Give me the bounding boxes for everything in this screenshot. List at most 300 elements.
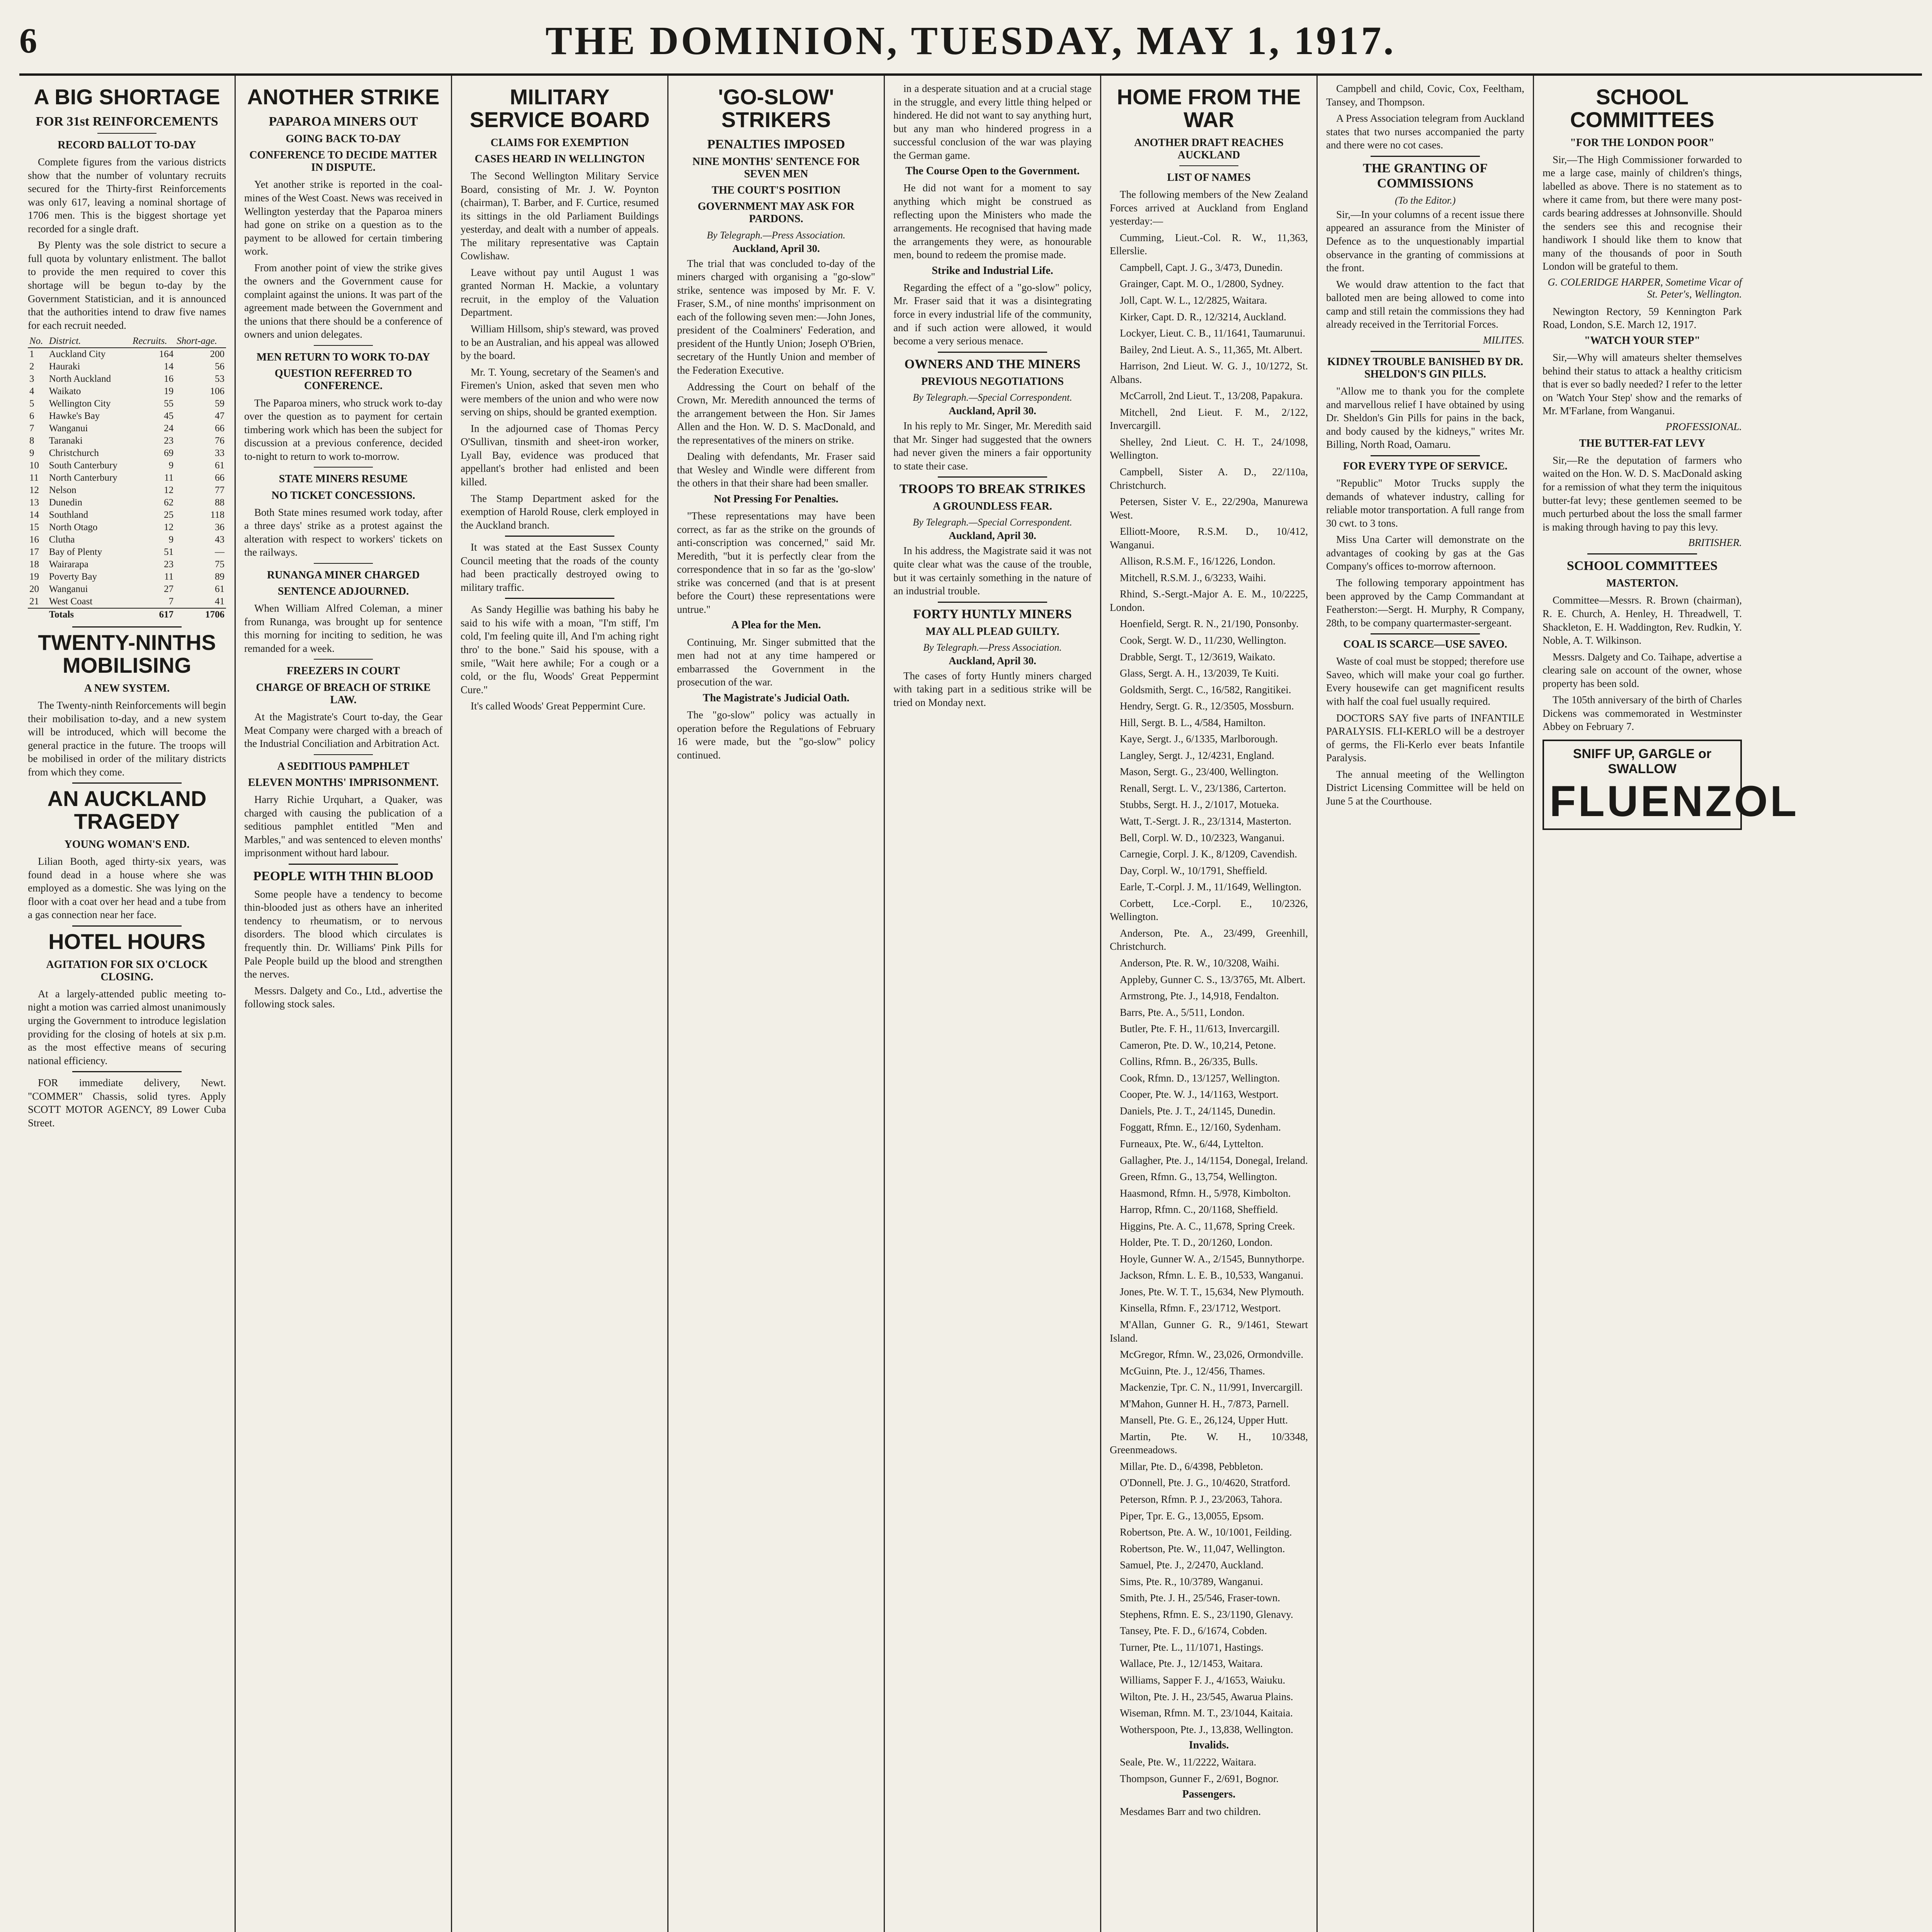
list-entry: Martin, Pte. W. H., 10/3348, Greenmeadows. bbox=[1110, 1430, 1308, 1456]
headline-kidney-trouble: KIDNEY TROUBLE BANISHED BY DR. SHELDON'S GIN PILLS. bbox=[1327, 355, 1523, 381]
list-entry: Barrs, Pte. A., 5/511, London. bbox=[1120, 1006, 1245, 1018]
article-paragraph: The following members of the New Zealand Forces arrived at Auckland from England yesterday:— bbox=[1110, 189, 1308, 227]
table-cell: North Otago bbox=[49, 522, 98, 533]
subhead: AGITATION FOR SIX O'CLOCK CLOSING. bbox=[46, 958, 208, 983]
table-row bbox=[28, 459, 226, 472]
table-cell: 1 bbox=[29, 349, 34, 360]
page-number: 6 bbox=[19, 21, 37, 60]
table-cell: 7 bbox=[29, 423, 34, 434]
list-entry: Hendry, Sergt. G. R., 12/3505, Mossburn. bbox=[1120, 700, 1294, 712]
fluenzol-advertisement bbox=[1543, 740, 1799, 830]
table-cell: 16 bbox=[164, 374, 174, 384]
list-entry: Williams, Sapper F. J., 4/1653, Waiuku. bbox=[1120, 1674, 1286, 1686]
table-cell: 1706 bbox=[175, 608, 226, 621]
table-row bbox=[28, 571, 226, 583]
list-entry: Millar, Pte. D., 6/4398, Pebbleton. bbox=[1120, 1460, 1263, 1472]
list-entry: Thompson, Gunner F., 2/691, Bognor. bbox=[1120, 1772, 1279, 1784]
table-cell: 3 bbox=[29, 374, 34, 384]
advertisement-verse: As Sandy Hegillie was bathing his baby he said to his wife with a moan, "I'm stiff, I'm cold, I'm feeling quite ill, And I'm aching right thro' to the bone." Said his spouse, with a smile, "Wait here awhile; For a cough or a cold, or the flu, Woods' Great Peppermint Cure." bbox=[461, 604, 659, 696]
list-entry: Hoyle, Gunner W. A., 2/1545, Bunnythorpe. bbox=[1120, 1253, 1304, 1265]
table-cell: 11 bbox=[29, 473, 39, 483]
subhead: Strike and Industrial Life. bbox=[932, 264, 1053, 277]
ad-brand: FLUENZOL bbox=[1549, 777, 1799, 825]
list-entry: Holder, Pte. T. D., 20/1260, London. bbox=[1120, 1236, 1273, 1248]
table-cell: 21 bbox=[29, 596, 39, 607]
table-cell: 61 bbox=[215, 460, 224, 471]
list-entry: Rhind, S.-Sergt.-Major A. E. M., 10/2225, London. bbox=[1110, 588, 1308, 613]
headline-twenty-ninths: TWENTY-NINTHS MOBILISING bbox=[38, 630, 216, 677]
subhead: MEN RETURN TO WORK TO-DAY bbox=[256, 351, 430, 364]
list-entry: Mason, Sergt. G., 23/400, Wellington. bbox=[1120, 766, 1279, 778]
table-cell: 9 bbox=[29, 448, 34, 459]
table-cell: 88 bbox=[215, 497, 224, 508]
subhead: MASTERTON. bbox=[1606, 577, 1678, 590]
table-cell: 27 bbox=[164, 584, 174, 595]
table-cell: 16 bbox=[29, 534, 39, 545]
article-paragraph: Addressing the Court on behalf of the Crown, Mr. Meredith announced the terms of the arrangement between the Hon. Sir James Allen and the Hon. W. D. S. MacDonald, and the representatives of the miners on strike. bbox=[677, 381, 875, 446]
divider bbox=[938, 476, 1047, 478]
divider bbox=[314, 467, 373, 468]
divider bbox=[1371, 633, 1480, 634]
subhead: RECORD BALLOT TO-DAY bbox=[58, 139, 196, 151]
list-entry: Drabble, Sergt. T., 12/3619, Waikato. bbox=[1120, 651, 1276, 663]
subhead: PEOPLE WITH THIN BLOOD bbox=[253, 869, 434, 883]
table-cell: 69 bbox=[164, 448, 174, 459]
divider bbox=[938, 352, 1047, 353]
divider bbox=[314, 563, 373, 564]
list-entry: Campbell, Capt. J. G., 3/473, Dunedin. bbox=[1120, 261, 1283, 273]
table-cell: West Coast bbox=[49, 596, 93, 607]
article-paragraph: Messrs. Dalgety and Co., Ltd., advertise the following stock sales. bbox=[244, 985, 442, 1010]
recruiting-table bbox=[28, 335, 226, 621]
table-cell: 20 bbox=[29, 584, 39, 595]
divider bbox=[72, 1071, 181, 1072]
list-entry: Campbell, Sister A. D., 22/110a, Christchurch. bbox=[1110, 466, 1308, 491]
subhead: Not Pressing For Penalties. bbox=[714, 493, 838, 505]
table-cell: 12 bbox=[29, 485, 39, 496]
subhead: LIST OF NAMES bbox=[1167, 171, 1251, 184]
table-row bbox=[28, 497, 226, 509]
subhead: CHARGE OF BREACH OF STRIKE LAW. bbox=[256, 681, 431, 706]
list-entry: Robertson, Pte. A. W., 10/1001, Feilding. bbox=[1120, 1526, 1292, 1538]
article-paragraph: Lilian Booth, aged thirty-six years, was found dead in a house where she was employed as a domestic. She was lying on the floor with a coat over her head and a tube from a gas connection near her face. bbox=[28, 855, 226, 921]
table-cell: Poverty Bay bbox=[49, 571, 97, 582]
table-cell: Auckland City bbox=[49, 349, 106, 360]
divider bbox=[505, 536, 614, 537]
list-entry: Petersen, Sister V. E., 22/290a, Manurewa West. bbox=[1110, 496, 1308, 521]
list-entry: Mitchell, 2nd Lieut. F. M., 2/122, Invercargill. bbox=[1110, 406, 1308, 432]
article-paragraph: Sir,—Re the deputation of farmers who waited on the Hon. W. D. S. MacDonald asking for a remission of what they term the iniquitous butter-fat levy; these gentlemen seemed to be much perturbed about the loss the small farmer is making through having to pay this levy. bbox=[1543, 454, 1742, 533]
subhead: PAPAROA MINERS OUT bbox=[269, 114, 418, 129]
article-paragraph: Dealing with defendants, Mr. Fraser said that Wesley and Windle were different from the others in that their share had been smaller. bbox=[677, 451, 875, 489]
table-row bbox=[28, 509, 226, 521]
article-paragraph: Committee—Messrs. R. Brown (chairman), R. E. Church, A. Henley, H. Threadwell, T. Shackleton, E. H. Waddington, Rev. Rudkin, Y. Noble, A. T. Wilkinson. bbox=[1543, 594, 1742, 646]
list-entry: M'Mahon, Gunner H. H., 7/873, Parnell. bbox=[1120, 1398, 1289, 1410]
subhead: A Plea for the Men. bbox=[731, 619, 821, 631]
subhead: FOR 31st REINFORCEMENTS bbox=[36, 114, 218, 129]
divider bbox=[1371, 156, 1480, 157]
list-entry: Kinsella, Rfmn. F., 23/1712, Westport. bbox=[1120, 1302, 1281, 1314]
table-cell: 66 bbox=[215, 423, 224, 434]
table-row bbox=[28, 398, 226, 410]
article-paragraph: "Republic" Motor Trucks supply the demands of whatever industry, calling for reliable motor transportation. A full range from 30 cwt. to 3 tons. bbox=[1326, 477, 1524, 529]
headline-military-service-board: MILITARY SERVICE BOARD bbox=[469, 85, 650, 132]
list-entry: Gallagher, Pte. J., 14/1154, Donegal, Ireland. bbox=[1120, 1154, 1308, 1166]
subhead: MAY ALL PLEAD GUILTY. bbox=[925, 625, 1060, 638]
table-row bbox=[28, 558, 226, 571]
list-entry: Wotherspoon, Pte. J., 13,838, Wellington. bbox=[1120, 1723, 1293, 1735]
table-cell: 17 bbox=[29, 547, 39, 558]
subhead: (To the Editor.) bbox=[1395, 194, 1456, 206]
table-row bbox=[28, 484, 226, 497]
list-entry: Watt, T.-Sergt. J. R., 23/1314, Masterton. bbox=[1120, 815, 1292, 827]
divider bbox=[505, 598, 614, 599]
list-entry: Langley, Sergt. J., 12/4231, England. bbox=[1120, 749, 1274, 761]
list-entry: Mesdames Barr and two children. bbox=[1120, 1805, 1261, 1817]
table-row bbox=[28, 348, 226, 361]
headline-every-type-of-service: FOR EVERY TYPE OF SERVICE. bbox=[1343, 460, 1508, 472]
table-cell: 8 bbox=[29, 435, 34, 446]
byline: By Telegraph.—Special Correspondent. bbox=[913, 391, 1072, 403]
article-paragraph: Continuing, Mr. Singer submitted that the men had not at any time hampered or embarrassed the Government in the prosecution of the war. bbox=[677, 636, 875, 688]
table-cell: 23 bbox=[164, 435, 174, 446]
table-cell: Southland bbox=[49, 510, 88, 520]
article-paragraph: At a largely-attended public meeting to-night a motion was carried almost unanimously urging the Government to introduce legislation providing for the closing of hotels at six p.m. as the most effective means of securing national efficiency. bbox=[28, 988, 226, 1066]
list-entry: Mackenzie, Tpr. C. N., 11/991, Invercargill. bbox=[1120, 1381, 1303, 1393]
table-row bbox=[28, 385, 226, 398]
dateline: Auckland, April 30. bbox=[949, 405, 1036, 417]
table-cell: Wanganui bbox=[49, 584, 88, 595]
article-paragraph: Waste of coal must be stopped; therefore use Saveo, which will make your coal go further. Every housewife can get magnificent results with half the coal fuel usually required. bbox=[1326, 655, 1524, 707]
table-row bbox=[28, 447, 226, 459]
headline-home-from-the-war: HOME FROM THE WAR bbox=[1117, 85, 1301, 132]
subhead: "FOR THE LONDON POOR" bbox=[1570, 136, 1714, 149]
article-paragraph: Leave without pay until August 1 was granted Norman H. Mackie, a voluntary recruit, in the employ of the Valuation Department. bbox=[461, 266, 659, 318]
list-entry: Bailey, 2nd Lieut. A. S., 11,365, Mt. Albert. bbox=[1120, 344, 1303, 355]
divider bbox=[72, 782, 181, 784]
table-cell: 15 bbox=[29, 522, 39, 533]
subhead: CASES HEARD IN WELLINGTON bbox=[474, 153, 645, 165]
table-cell: 66 bbox=[215, 473, 224, 483]
list-entry: Anderson, Pte. R. W., 10/3208, Waihi. bbox=[1120, 957, 1279, 969]
list-entry: Butler, Pte. F. H., 11/613, Invercargill. bbox=[1120, 1023, 1280, 1035]
table-cell: 47 bbox=[215, 411, 224, 422]
list-entry: McGuinn, Pte. J., 12/456, Thames. bbox=[1120, 1365, 1265, 1377]
list-entry: O'Donnell, Pte. J. G., 10/4620, Stratford. bbox=[1120, 1477, 1291, 1489]
ad-tagline: SNIFF UP, GARGLE or SWALLOW bbox=[1573, 746, 1712, 776]
list-entry: Joll, Capt. W. L., 12/2825, Waitara. bbox=[1120, 294, 1267, 306]
divider bbox=[314, 659, 373, 660]
list-entry: Robertson, Pte. W., 11,047, Wellington. bbox=[1120, 1543, 1285, 1554]
divider bbox=[314, 754, 373, 755]
subhead: GOVERNMENT MAY ASK FOR PARDONS. bbox=[697, 201, 855, 225]
list-entry: Stubbs, Sergt. H. J., 2/1017, Motueka. bbox=[1120, 799, 1279, 811]
list-entry: Cumming, Lieut.-Col. R. W., 11,363, Ellerslie. bbox=[1110, 231, 1308, 257]
headline-forty-huntly-miners: FORTY HUNTLY MINERS bbox=[913, 607, 1072, 621]
list-entry: Cook, Sergt. W. D., 11/230, Wellington. bbox=[1120, 634, 1286, 646]
list-entry: Shelley, 2nd Lieut. C. H. T., 24/1098, Wellington. bbox=[1110, 436, 1308, 461]
table-cell: 45 bbox=[164, 411, 174, 422]
subhead: SENTENCE ADJOURNED. bbox=[277, 585, 409, 598]
list-entry: Haasmond, Rfmn. H., 5/978, Kimbolton. bbox=[1120, 1187, 1291, 1199]
subhead: STATE MINERS RESUME bbox=[279, 473, 408, 485]
subhead: The Course Open to the Government. bbox=[905, 165, 1080, 177]
headline-school-committees: SCHOOL COMMITTEES bbox=[1566, 559, 1718, 573]
table-cell: North Canterbury bbox=[49, 473, 117, 483]
list-entry: Bell, Corpl. W. D., 10/2323, Wanganui. bbox=[1120, 832, 1285, 844]
article-paragraph: The Paparoa miners, who struck work to-day over the question as to payment for certain timbering work which has been the subject for discussion at a previous conference, decided to-night to return to work to-morrow. bbox=[244, 397, 442, 462]
table-cell: 76 bbox=[215, 435, 224, 446]
headline-troops-to-break-strikes: TROOPS TO BREAK STRIKES bbox=[899, 482, 1086, 497]
table-cell: 118 bbox=[210, 510, 224, 520]
list-entry: Daniels, Pte. J. T., 24/1145, Dunedin. bbox=[1120, 1105, 1276, 1117]
table-cell: 106 bbox=[210, 386, 224, 397]
list-entry: Cook, Rfmn. D., 13/1257, Wellington. bbox=[1120, 1072, 1280, 1084]
table-cell: 55 bbox=[164, 398, 174, 409]
article-paragraph: Sir,—In your columns of a recent issue there appeared an assurance from the Minister of Defence as to the unquestionably impartial observance in the granting of commissions at the front. bbox=[1326, 208, 1524, 274]
article-paragraph: Both State mines resumed work today, after a three days' strike as a protest against the alteration with respect to workers' tickets on the railways. bbox=[244, 506, 442, 558]
table-cell: 164 bbox=[159, 349, 174, 360]
column-7 bbox=[1318, 76, 1534, 1932]
table-cell: 53 bbox=[215, 374, 224, 384]
article-paragraph: The Second Wellington Military Service Board, consisting of Mr. J. W. Poynton (chairman), T. Barber, and F. Curtice, resumed its sittings in the old Parliament Buildings yesterday, and dealt with a number of appeals. The military representative was Captain Cowlishaw. bbox=[461, 170, 659, 262]
table-cell: 43 bbox=[215, 534, 224, 545]
table-cell: 56 bbox=[215, 361, 224, 372]
article-paragraph: "Allow me to thank you for the complete and marvellous relief I have obtained by using Dr. Sheldon's Gin Pills for pains in the back, and body caused by the kidneys," writes Mr. Billing, North Road, Oamaru. bbox=[1326, 385, 1524, 451]
list-entry: Collins, Rfmn. B., 26/335, Bulls. bbox=[1120, 1056, 1258, 1068]
table-total-row bbox=[28, 608, 226, 621]
article-paragraph: In his reply to Mr. Singer, Mr. Meredith said that Mr. Singer had suggested that the owners had never given the miners a fair opportunity to state their case. bbox=[893, 420, 1092, 472]
masthead bbox=[19, 8, 1922, 76]
subhead: A GROUNDLESS FEAR. bbox=[933, 500, 1052, 513]
article-paragraph: Campbell and child, Covic, Cox, Feeltham, Tansey, and Thompson. bbox=[1326, 83, 1524, 108]
table-cell: 2 bbox=[29, 361, 34, 372]
subhead: The Magistrate's Judicial Oath. bbox=[702, 692, 850, 704]
divider bbox=[289, 864, 398, 865]
article-paragraph: In the adjourned case of Thomas Percy O'Sullivan, tinsmith and sheet-iron worker, Lyall Bay, evidence was produced that appellant's brother had enlisted and been killed. bbox=[461, 422, 659, 488]
list-entry: McCarroll, 2nd Lieut. T., 13/208, Papakura. bbox=[1120, 390, 1303, 402]
headline-owners-and-miners: OWNERS AND THE MINERS bbox=[904, 357, 1081, 371]
article-paragraph: The Twenty-ninth Reinforcements will begin their mobilisation to-day, and a new system will be introduced, which will become the general practice in the future. The troops will be mobilised in order of the military districts from which they come. bbox=[28, 699, 226, 778]
table-cell: 12 bbox=[164, 485, 174, 496]
table-cell: 18 bbox=[29, 559, 39, 570]
subhead: THE COURT'S POSITION bbox=[711, 184, 841, 197]
subhead: THE BUTTER-FAT LEVY bbox=[1579, 437, 1706, 449]
table-cell: 13 bbox=[29, 497, 39, 508]
subhead: PREVIOUS NEGOTIATIONS bbox=[921, 375, 1064, 388]
article-paragraph: By Plenty was the sole district to secure a full quota by voluntary enlistment. The ballot to provide the men required to cover this shortage will be begun to-day by the Government Statistician, and it is announced that the authorities intend to draw five names for each recruit needed. bbox=[28, 239, 226, 331]
table-cell: — bbox=[215, 547, 224, 558]
table-cell: Waikato bbox=[49, 386, 81, 397]
subhead: PENALTIES IMPOSED bbox=[707, 137, 845, 151]
table-header-row bbox=[28, 335, 226, 348]
list-entry: Harrop, Rfmn. C., 20/1168, Sheffield. bbox=[1120, 1204, 1278, 1216]
table-cell: Dunedin bbox=[49, 497, 82, 508]
article-paragraph: Sir,—The High Commissioner forwarded to me a large case, mainly of children's things, labelled as above. There is no statement as to where it came from, but there were many post-cards bearing addresses at Johnsonville. Should the senders see this and recognise their handiwork I should like them to know that many of the thousands of poor in South London will be grateful to them. bbox=[1543, 153, 1742, 272]
divider bbox=[314, 345, 373, 346]
table-header: No. bbox=[28, 335, 48, 348]
table-cell: Hauraki bbox=[49, 361, 80, 372]
table-cell: 61 bbox=[215, 584, 224, 595]
dateline: Auckland, April 30. bbox=[949, 530, 1036, 542]
table-cell: 5 bbox=[29, 398, 34, 409]
column-3 bbox=[452, 76, 668, 1932]
headline-hotel-hours: HOTEL HOURS bbox=[48, 929, 206, 954]
list-entry: Harrison, 2nd Lieut. W. G. J., 10/1272, St. Albans. bbox=[1110, 360, 1308, 385]
table-cell: 617 bbox=[131, 608, 175, 621]
column-8 bbox=[1534, 76, 1799, 1932]
table-cell: 19 bbox=[29, 571, 39, 582]
article-paragraph: A Press Association telegram from Auckland states that two nurses accompanied the party and there were no cot cases. bbox=[1326, 112, 1524, 151]
column-5 bbox=[885, 76, 1101, 1932]
table-cell: 25 bbox=[164, 510, 174, 520]
list-entry: Appleby, Gunner C. S., 13/3765, Mt. Albert. bbox=[1120, 973, 1306, 985]
list-entry: Samuel, Pte. J., 2/2470, Auckland. bbox=[1120, 1559, 1264, 1571]
list-entry: Renall, Sergt. L. V., 23/1386, Carterton. bbox=[1120, 782, 1286, 794]
letter-signature: BRITISHER. bbox=[1688, 537, 1742, 549]
table-cell: Wairarapa bbox=[49, 559, 88, 570]
article-paragraph: in a desperate situation and at a crucial stage in the struggle, and every little thing helped or hindered. He did not want to say anything hurt, but any man who hindered progress in a successful conclusion of the war was playing the German game. bbox=[893, 83, 1092, 161]
list-entry: Seale, Pte. W., 11/2222, Waitara. bbox=[1120, 1756, 1257, 1768]
letter-signature: G. COLERIDGE HARPER, Sometime Vicar of St. Peter's, Wellington. bbox=[1548, 276, 1742, 300]
article-paragraph: Regarding the effect of a "go-slow" policy, Mr. Fraser said that it was a disintegrating force in every industrial life of the community, and if such action were allowed, it would become a very serious menace. bbox=[893, 281, 1092, 347]
subhead: A SEDITIOUS PAMPHLET bbox=[277, 760, 410, 772]
subhead: ELEVEN MONTHS' IMPRISONMENT. bbox=[248, 776, 439, 789]
table-cell: North Auckland bbox=[49, 374, 111, 384]
classified-ad: FOR immediate delivery, Newt. "COMMER" Chassis, solid tyres. Apply SCOTT MOTOR AGENCY, 89 Lower Cuba Street. bbox=[28, 1077, 226, 1129]
headline-granting-of-commissions: THE GRANTING OF COMMISSIONS bbox=[1362, 161, 1488, 190]
table-row bbox=[28, 472, 226, 484]
table-cell: 89 bbox=[215, 571, 224, 582]
table-cell: 62 bbox=[164, 497, 174, 508]
headline-coal-is-scarce: COAL IS SCARCE—USE SAVEO. bbox=[1343, 638, 1507, 651]
list-entry: Anderson, Pte. A., 23/499, Greenhill, Christchurch. bbox=[1110, 927, 1308, 952]
article-paragraph: From another point of view the strike gives the owners and the Government cause for complaint against the unions. It was part of the agreement made between the Government and the unions that there should be a conference of owners and union delegates. bbox=[244, 262, 442, 340]
list-entry: Elliott-Moore, R.S.M. D., 10/412, Wanganui. bbox=[1110, 526, 1308, 551]
list-entry: Peterson, Rfmn. P. J., 23/2063, Tahora. bbox=[1120, 1493, 1282, 1505]
article-paragraph: Newington Rectory, 59 Kennington Park Road, London, S.E. March 12, 1917. bbox=[1543, 305, 1742, 331]
byline: By Telegraph.—Press Association. bbox=[923, 641, 1062, 653]
table-row bbox=[28, 546, 226, 558]
list-entry: McGregor, Rfmn. W., 23,026, Ormondville. bbox=[1120, 1349, 1304, 1361]
list-entry: Cooper, Pte. W. J., 14/1163, Westport. bbox=[1120, 1088, 1279, 1100]
article-paragraph: Yet another strike is reported in the coal-mines of the West Coast. News was received in Wellington yesterday that the Paparoa miners had gone on strike on a question as to the payment to be allowed for certain timbering work. bbox=[244, 179, 442, 257]
list-entry: Armstrong, Pte. J., 14,918, Fendalton. bbox=[1120, 990, 1279, 1002]
headline-auckland-tragedy: AN AUCKLAND TRAGEDY bbox=[47, 786, 207, 834]
table-cell: Wellington City bbox=[49, 398, 111, 409]
table-row bbox=[28, 435, 226, 447]
table-cell: 33 bbox=[215, 448, 224, 459]
subhead: QUESTION REFERRED TO CONFERENCE. bbox=[274, 367, 412, 392]
dateline: Auckland, April 30. bbox=[949, 655, 1036, 667]
article-paragraph: Mr. T. Young, secretary of the Seamen's and Firemen's Union, asked that seven men who were members of the union and who were now serving on ships, should be granted exemption. bbox=[461, 366, 659, 418]
list-entry: Wallace, Pte. J., 12/1453, Waitara. bbox=[1120, 1658, 1263, 1670]
dateline: Auckland, April 30. bbox=[732, 242, 820, 254]
subhead: NO TICKET CONCESSIONS. bbox=[271, 489, 415, 502]
article-paragraph: He did not want for a moment to say anything which might be construed as reflecting upon the Ministers who made the arrangements. He recognised that having made the arrangements they were, as honourable men, bound to redeem the promise made. bbox=[893, 182, 1092, 261]
headline-big-shortage: A BIG SHORTAGE bbox=[34, 85, 220, 109]
table-row bbox=[28, 361, 226, 373]
divider bbox=[938, 602, 1047, 603]
list-entry: Wiseman, Rfmn. M. T., 23/1044, Kaitaia. bbox=[1120, 1707, 1293, 1719]
list-entry: Green, Rfmn. G., 13,754, Wellington. bbox=[1120, 1171, 1277, 1183]
table-cell: 14 bbox=[164, 361, 174, 372]
table-cell: 9 bbox=[168, 534, 174, 545]
table-cell: 12 bbox=[164, 522, 174, 533]
list-entry: Turner, Pte. L., 11/1071, Hastings. bbox=[1120, 1641, 1264, 1653]
table-cell bbox=[28, 608, 48, 621]
subhead: Passengers. bbox=[1182, 1788, 1236, 1801]
letter-signature: MILITES. bbox=[1483, 334, 1524, 346]
table-cell: 6 bbox=[29, 411, 34, 422]
list-entry: Furneaux, Pte. W., 6/44, Lyttelton. bbox=[1120, 1138, 1264, 1150]
table-header: Recruits. bbox=[131, 335, 175, 348]
byline: By Telegraph.—Special Correspondent. bbox=[913, 517, 1072, 528]
table-cell: 24 bbox=[164, 423, 174, 434]
divider bbox=[97, 133, 157, 134]
article-paragraph: The "go-slow" policy was actually in operation before the Regulations of February 16 were made, but the "go-slow" policy continued. bbox=[677, 709, 875, 761]
table-cell: Taranaki bbox=[49, 435, 83, 446]
table-cell: 23 bbox=[164, 559, 174, 570]
letter-signature: PROFESSIONAL. bbox=[1665, 420, 1742, 432]
subhead: "WATCH YOUR STEP" bbox=[1584, 334, 1701, 347]
article-paragraph: Miss Una Carter will demonstrate on the advantages of cooking by gas at the Gas Company's offices to-morrow afternoon. bbox=[1326, 534, 1524, 572]
subhead: RUNANGA MINER CHARGED bbox=[267, 569, 420, 581]
table-cell: 36 bbox=[215, 522, 224, 533]
list-entry: Kirker, Capt. D. R., 12/3214, Auckland. bbox=[1120, 311, 1286, 323]
divider bbox=[1587, 553, 1697, 554]
list-entry: Earle, T.-Corpl. J. M., 11/1649, Wellington. bbox=[1120, 881, 1302, 893]
table-cell: 11 bbox=[164, 473, 174, 483]
table-cell: Clutha bbox=[49, 534, 75, 545]
article-paragraph: The cases of forty Huntly miners charged with taking part in a seditious strike will be tried on Monday next. bbox=[893, 670, 1092, 708]
divider bbox=[1371, 351, 1480, 352]
subhead: ANOTHER DRAFT REACHES AUCKLAND bbox=[1134, 136, 1284, 161]
table-cell: 19 bbox=[164, 386, 174, 397]
table-cell: 10 bbox=[29, 460, 39, 471]
table-cell: 59 bbox=[215, 398, 224, 409]
divider bbox=[1179, 165, 1239, 166]
advertisement-text: It's called Woods' Great Peppermint Cure. bbox=[471, 700, 646, 712]
columns bbox=[19, 76, 1922, 1932]
table-row bbox=[28, 422, 226, 435]
table-row bbox=[28, 521, 226, 534]
article-paragraph: The following temporary appointment has been approved by the Camp Commandant at Featherston:—Sergt. H. Murphy, R Company, 28th, to be company quartermaster-sergeant. bbox=[1326, 577, 1524, 629]
list-entry: Day, Corpl. W., 10/1791, Sheffield. bbox=[1120, 864, 1267, 876]
headline-letters-to-the-editor: SCHOOL COMMITTEES bbox=[1570, 85, 1714, 132]
table-row bbox=[28, 595, 226, 608]
column-6 bbox=[1101, 76, 1318, 1932]
list-entry: Lockyer, Lieut. C. B., 11/1641, Taumarunui. bbox=[1120, 327, 1305, 339]
table-cell: 75 bbox=[215, 559, 224, 570]
article-paragraph: The 105th anniversary of the birth of Charles Dickens was commemorated in Westminster Abbey on February 7. bbox=[1543, 694, 1742, 733]
table-cell: 200 bbox=[210, 349, 224, 360]
table-cell: 51 bbox=[164, 547, 174, 558]
table-cell: South Canterbury bbox=[49, 460, 117, 471]
divider bbox=[72, 925, 181, 927]
article-paragraph: The Stamp Department asked for the exemption of Harold Rouse, clerk employed in the Auckland branch. bbox=[461, 492, 659, 531]
article-paragraph: The trial that was concluded to-day of the miners charged with organising a "go-slow" strike, sentence was imposed by Mr. F. V. Fraser, S.M., of nine months' imprisonment on each of the following seven men:—John Jones, president of the Coalminers' Federation, and president of the Huntly Union; Joseph O'Brien, secretary of the Huntly Union and member of the Federation Executive. bbox=[677, 257, 875, 376]
table-cell: 77 bbox=[215, 485, 224, 496]
list-entry: Allison, R.S.M. F., 16/1226, London. bbox=[1120, 555, 1276, 567]
article-paragraph: When William Alfred Coleman, a miner from Runanga, was brought up for sentence this morning for inciting to sedition, he was remanded for a week. bbox=[244, 602, 442, 654]
list-entry: Tansey, Pte. F. D., 6/1674, Cobden. bbox=[1120, 1625, 1267, 1637]
article-paragraph: William Hillsom, ship's steward, was proved to be an Australian, and his appeal was allowed by the board. bbox=[461, 323, 659, 362]
list-entry: Corbett, Lce.-Corpl. E., 10/2326, Wellington. bbox=[1110, 897, 1308, 923]
list-entry: Kaye, Sergt. J., 6/1335, Marlborough. bbox=[1120, 733, 1278, 745]
table-cell: 4 bbox=[29, 386, 34, 397]
article-paragraph: Complete figures from the various districts show that the number of voluntary recruits secured for the Thirty-first Reinforcements was only 617, leaving a nominal shortage of 1706 men. This is the biggest shortage yet recorded for a single draft. bbox=[28, 156, 226, 235]
